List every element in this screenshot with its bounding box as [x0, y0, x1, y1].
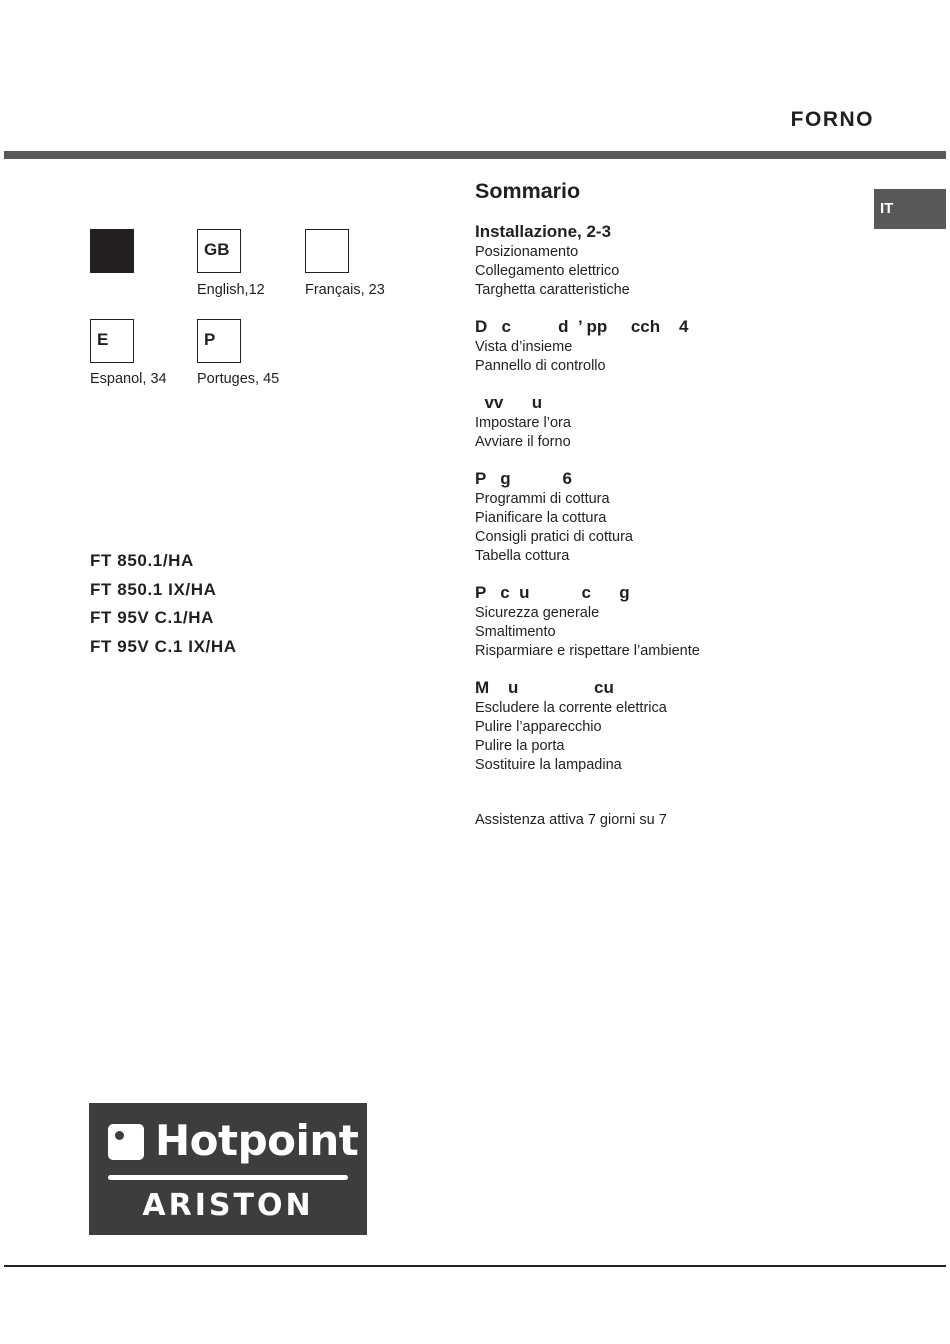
toc-item: Collegamento elettrico — [475, 263, 620, 279]
toc-item: Sicurezza generale — [475, 605, 600, 621]
logo-sub-text: ARISTON — [142, 1188, 314, 1223]
document-title: FORNO — [790, 108, 874, 131]
toc-item: Pannello di controllo — [475, 358, 606, 374]
toc-heading: D c d ’ pp cch 4 — [475, 317, 689, 336]
model-name: FT 95V C.1/HA — [90, 608, 214, 627]
toc-item: Programmi di cottura — [475, 491, 610, 507]
logo-divider — [108, 1175, 348, 1180]
toc-item: Targhetta caratteristiche — [475, 282, 630, 298]
language-box-fr — [305, 229, 349, 273]
toc-section-installazione — [475, 221, 630, 300]
header-divider — [4, 151, 946, 159]
language-box-it — [90, 229, 134, 273]
toc-item: Impostare l’ora — [475, 415, 571, 431]
toc-section-avvio — [475, 392, 571, 452]
language-caption-fr: Français, 23 — [305, 282, 385, 298]
toc-item: Consigli pratici di cottura — [475, 529, 633, 545]
language-caption-p: Portuges, 45 — [197, 371, 280, 387]
toc-item: Pulire la porta — [475, 738, 565, 754]
toc-item: Escludere la corrente elettrica — [475, 700, 667, 716]
footer-divider — [4, 1265, 946, 1267]
toc-heading: P c u c g — [475, 583, 630, 602]
toc-heading: M u cu — [475, 678, 614, 697]
assistance-note: Assistenza attiva 7 giorni su 7 — [475, 812, 667, 828]
hotpoint-ariston-logo — [89, 1103, 367, 1235]
toc-heading: Installazione, 2-3 — [475, 222, 612, 241]
toc-section-descrizione — [475, 316, 689, 376]
toc-section-manutenzione — [475, 677, 667, 775]
hotpoint-mark-icon — [108, 1124, 144, 1160]
toc-item: Pianificare la cottura — [475, 510, 607, 526]
language-caption-e: Espanol, 34 — [90, 371, 167, 387]
toc-item: Avviare il forno — [475, 434, 571, 450]
logo-brand-text: Hotpoint — [155, 1116, 359, 1165]
toc-section-programmi — [475, 468, 633, 566]
toc-heading: P g 6 — [475, 469, 572, 488]
toc-item: Posizionamento — [475, 244, 579, 260]
model-name: FT 95V C.1 IX/HA — [90, 636, 237, 656]
model-name: FT 850.1/HA — [90, 551, 194, 570]
language-box-p: P — [197, 319, 241, 363]
toc-item: Risparmiare e rispettare l’ambiente — [475, 643, 700, 659]
toc-title: Sommario — [475, 179, 581, 203]
language-box-e: E — [90, 319, 134, 363]
toc-item: Tabella cottura — [475, 548, 570, 564]
language-caption-gb: English,12 — [197, 282, 265, 298]
toc-item: Smaltimento — [475, 624, 556, 640]
language-tab: IT — [874, 189, 946, 229]
toc-item: Sostituire la lampadina — [475, 757, 622, 773]
model-list — [90, 549, 237, 663]
toc-item: Pulire l’apparecchio — [475, 719, 602, 735]
language-box-gb: GB — [197, 229, 241, 273]
toc-heading: vv u — [475, 393, 543, 412]
model-name: FT 850.1 IX/HA — [90, 579, 217, 599]
toc-item: Vista d’insieme — [475, 339, 573, 355]
toc-section-precauzioni — [475, 582, 700, 661]
